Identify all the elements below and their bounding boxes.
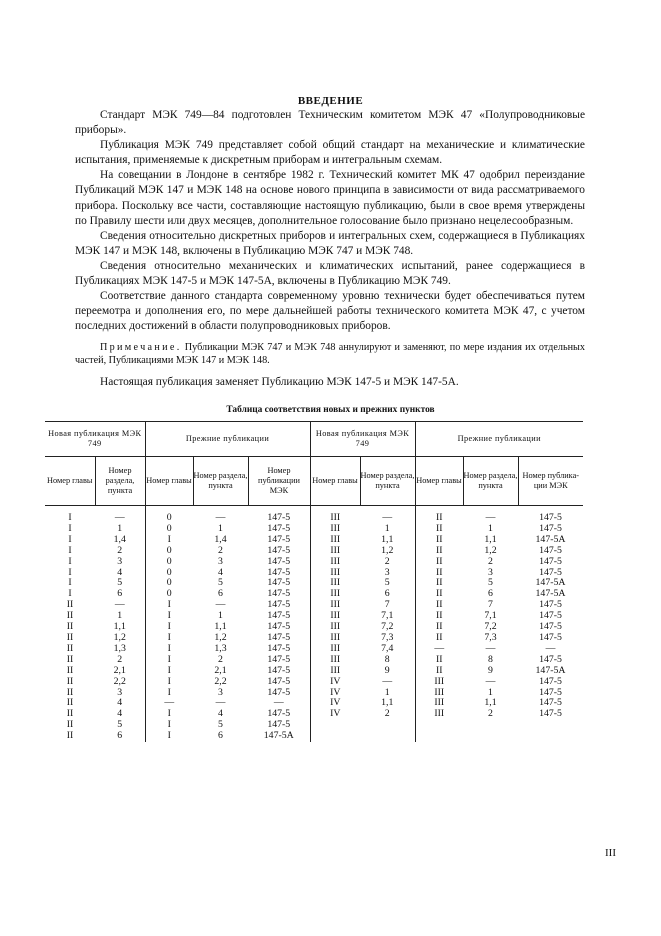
table-cell: 147-5 — [539, 631, 562, 643]
table-cell: 147-5 — [539, 610, 562, 622]
table-cell — [360, 720, 415, 731]
table-cell: 147-5 — [539, 566, 562, 578]
table-cell: 1,3 — [113, 642, 126, 654]
table-cell: III — [310, 622, 360, 633]
table-row — [45, 677, 583, 688]
header-section-right: Номер раздела, пункта — [360, 457, 415, 506]
table-cell: — — [382, 512, 393, 523]
table-cell: 1,1 — [381, 697, 394, 709]
table-cell: 7,2 — [381, 621, 394, 633]
table-title: Таблица соответствия новых и прежних пунктов — [226, 405, 435, 415]
table-cell: — — [382, 675, 393, 687]
table-cell: I — [145, 611, 193, 622]
replaces-statement: Настоящая публикация заменяет Публикацию МЭК 147-5 и МЭК 147-5А. — [100, 376, 459, 388]
table-cell: I — [145, 535, 193, 546]
page-number: III — [605, 847, 616, 859]
table-header — [45, 422, 583, 506]
table-cell: 147-5 — [539, 653, 562, 665]
table-cell: — — [215, 599, 226, 611]
table-cell: II — [66, 686, 74, 698]
table-cell: 4 — [117, 708, 123, 720]
table-cell: 1,2 — [381, 544, 394, 556]
table-cell: III — [415, 677, 463, 688]
table-cell: 2,2 — [113, 675, 126, 687]
table-cell: II — [66, 599, 74, 611]
table-cell: 4 — [117, 697, 123, 709]
table-cell: II — [415, 546, 463, 557]
table-cell: 147-5 — [539, 544, 562, 556]
table-cell: 5 — [117, 719, 123, 731]
table-cell: 6 — [218, 588, 223, 600]
table-cell: 147-5 — [267, 631, 291, 643]
table-cell: 5 — [218, 577, 223, 589]
table-cell: — — [114, 599, 125, 611]
table-cell: 1,1 — [214, 621, 227, 633]
table-cell: 7 — [384, 599, 390, 611]
table-cell: 9 — [384, 664, 390, 676]
table-cell: III — [310, 655, 360, 666]
table-row — [45, 666, 583, 677]
table-cell: 3 — [384, 566, 390, 578]
table-cell: 0 — [145, 557, 193, 568]
table-row — [45, 568, 583, 579]
table-cell: I — [68, 512, 72, 523]
table-cell: 5 — [117, 577, 123, 589]
table-cell: I — [68, 555, 72, 567]
table-cell: 1 — [488, 522, 493, 534]
header-section-old-right: Номер раздела, пункта — [463, 457, 518, 506]
table-cell: 1,1 — [113, 621, 126, 633]
table-cell: 8 — [488, 653, 493, 665]
table-cell: III — [310, 546, 360, 557]
table-cell: II — [66, 631, 74, 643]
table-cell: 1 — [384, 686, 390, 698]
table-cell: 1 — [117, 522, 123, 534]
table-cell: II — [415, 557, 463, 568]
table-cell: 7,1 — [484, 610, 497, 622]
table-cell: 147-5 — [267, 555, 291, 567]
table-cell: II — [415, 655, 463, 666]
table-row — [45, 644, 583, 655]
paragraph-5: Сведения относительно механических и климатических испытаний, ранее содержащиеся в Публикациях МЭК 147-5 и МЭК 147-5А, включены в Публикацию МЭК 749. — [75, 259, 585, 288]
table-cell — [463, 720, 518, 731]
table-cell: 1 — [117, 610, 123, 622]
table-cell: III — [310, 524, 360, 535]
table-cell: 147-5 — [267, 533, 291, 545]
table-cell: 2,2 — [214, 675, 227, 687]
table-cell: III — [310, 568, 360, 579]
paragraph-3: На совещании в Лондоне в сентябре 1982 г. Технический комитет МК 47 одобрил переиздание Публикаций МЭК 147 и МЭК 148 на основе нового принципа в зависимости от вида рассматриваемого прибора. Поскольку все части, составляющие настоящую публикацию, были в свое время утверждены по Правилу шести или двух месяцев, дополнительное голосование было признано нецелесообразным. — [75, 169, 585, 227]
table-cell — [415, 720, 463, 731]
table-cell — [415, 731, 463, 742]
table-cell: 1 — [488, 686, 493, 698]
table-cell: II — [415, 578, 463, 589]
table-cell: II — [66, 730, 74, 742]
paragraph-6: Соответствие данного стандарта современному уровню технически будет обеспечиваться путем переемотра и дополнения его, по мере дальнейшей работы технического комитета МЭК 47, с учетом последних достижений в области полупроводниковых приборов. — [75, 290, 585, 333]
table-cell: 147-5 — [267, 522, 291, 534]
table-cell: 147-5 — [539, 512, 562, 523]
table-cell — [310, 731, 360, 742]
table-cell: 147-5 — [267, 566, 291, 578]
table-row — [45, 546, 583, 557]
table-cell: 3 — [488, 566, 493, 578]
table-cell: 6 — [117, 730, 123, 742]
table-cell: 7,2 — [484, 621, 497, 633]
header-publication: Номер публикации МЭК — [248, 457, 310, 506]
table-cell: 1,2 — [484, 544, 497, 556]
table-cell: 9 — [488, 664, 493, 676]
header-old-publications: Прежние публикации — [145, 422, 310, 457]
table-cell: I — [68, 588, 72, 600]
table-cell: I — [145, 666, 193, 677]
table-cell: 6 — [117, 588, 123, 600]
table-cell: I — [145, 622, 193, 633]
table-cell: I — [68, 522, 72, 534]
table-cell: 147-5 — [267, 577, 291, 589]
table-cell: 1 — [384, 522, 390, 534]
table-cell: 147-5 — [267, 719, 291, 731]
introduction-text — [75, 108, 585, 334]
table-cell: IV — [310, 677, 360, 688]
table-cell: 8 — [384, 653, 390, 665]
table-body — [45, 506, 583, 743]
table-cell: 1,1 — [484, 697, 497, 709]
table-cell: 0 — [145, 546, 193, 557]
table-cell: 0 — [145, 568, 193, 579]
table-cell: 2 — [384, 555, 390, 567]
table-cell: 147-5 — [267, 512, 291, 523]
table-cell: III — [310, 535, 360, 546]
table-cell: — — [545, 642, 556, 654]
table-cell: 6 — [218, 730, 223, 742]
table-cell: 2 — [218, 544, 223, 556]
table-row — [45, 506, 583, 524]
table-cell: 0 — [145, 589, 193, 600]
table-cell: II — [415, 535, 463, 546]
table-cell: 1,3 — [214, 642, 227, 654]
table-cell: 1,4 — [214, 533, 227, 545]
table-cell: 2,1 — [113, 664, 126, 676]
table-cell: 7 — [488, 599, 493, 611]
table-cell: — — [215, 697, 226, 709]
table-cell: 4 — [117, 566, 123, 578]
table-cell: 147-5 — [267, 599, 291, 611]
table-cell: III — [310, 633, 360, 644]
table-cell: — — [273, 697, 284, 709]
table-cell: III — [415, 709, 463, 720]
table-row — [45, 709, 583, 720]
table-cell: II — [66, 708, 74, 720]
table-cell: 147-5 — [539, 708, 562, 720]
table-cell: 147-5 — [539, 686, 562, 698]
table-cell: 0 — [145, 524, 193, 535]
table-cell: II — [66, 675, 74, 687]
table-row — [45, 688, 583, 699]
table-cell: 7,1 — [381, 610, 394, 622]
table-cell: 147-5А — [535, 533, 566, 545]
table-cell: 147-5А — [535, 577, 566, 589]
table-row — [45, 720, 583, 731]
table-cell: 5 — [488, 577, 493, 589]
table-cell: 7,3 — [484, 631, 497, 643]
header-chapter: Номер главы — [45, 457, 95, 506]
note-text: Публикации МЭК 747 и МЭК 748 аннулируют и заменяют, по мере издания их отдельных частей, Публикациями МЭК 147 и МЭК 148. — [75, 342, 585, 366]
table-cell: IV — [310, 709, 360, 720]
paragraph-2: Публикация МЭК 749 представляет собой общий стандарт на механические и климатические испытания, применяемые к дискретным приборам и интегральным схемам. — [75, 139, 585, 167]
table-row — [45, 535, 583, 546]
table-cell: 1 — [218, 522, 223, 534]
table-cell: 147-5 — [267, 610, 291, 622]
table-cell: 147-5 — [539, 621, 562, 633]
table-cell: 1,2 — [113, 631, 126, 643]
table-cell: 147-5 — [267, 544, 291, 556]
paragraph-1: Стандарт МЭК 749—84 подготовлен Техническим комитетом МЭК 47 «Полупроводниковые приборы». — [75, 109, 585, 137]
table-cell: I — [145, 709, 193, 720]
table-cell: III — [310, 600, 360, 611]
table-row — [45, 578, 583, 589]
table-cell: II — [415, 611, 463, 622]
header-section-old: Номер раздела, пункта — [193, 457, 248, 506]
table-cell: — — [215, 512, 226, 523]
table-cell: — — [114, 512, 125, 523]
table-cell: I — [68, 577, 72, 589]
table-cell: III — [415, 688, 463, 699]
table-cell: 147-5 — [267, 708, 291, 720]
table-cell: II — [415, 524, 463, 535]
table-cell: II — [66, 719, 74, 731]
table-cell: 5 — [384, 577, 390, 589]
header-old-publications-right: Прежние публикации — [415, 422, 583, 457]
page-heading: ВВЕДЕНИЕ — [297, 95, 364, 107]
table-cell: III — [310, 557, 360, 568]
table-cell: II — [415, 589, 463, 600]
header-section: Номер раздела, пункта — [95, 457, 145, 506]
header-chapter-old: Номер главы — [145, 457, 193, 506]
table-cell: — — [485, 675, 496, 687]
header-publication-right: Номер публика-ции МЭК — [518, 457, 583, 506]
table-cell: 3 — [218, 686, 223, 698]
table-cell: I — [68, 533, 72, 545]
table-cell: 2 — [384, 708, 390, 720]
table-cell: 147-5 — [267, 642, 291, 654]
table-cell: 0 — [145, 578, 193, 589]
table-cell: II — [415, 666, 463, 677]
table-cell: I — [145, 720, 193, 731]
table-cell: II — [415, 506, 463, 524]
table-cell: II — [66, 642, 74, 654]
table-cell: I — [68, 566, 72, 578]
table-cell: I — [145, 677, 193, 688]
table-cell: 147-5 — [539, 555, 562, 567]
table-cell: III — [310, 644, 360, 655]
table-row — [45, 589, 583, 600]
table-cell: 2 — [218, 653, 223, 665]
table-cell — [518, 720, 583, 731]
table-cell: — — [415, 644, 463, 655]
header-chapter-old-right: Номер главы — [415, 457, 463, 506]
header-new-publication: Новая публикация МЭК 749 — [45, 422, 145, 457]
table-cell: II — [66, 664, 74, 676]
table-cell: II — [415, 600, 463, 611]
table-cell: 0 — [145, 506, 193, 524]
table-cell: 2,1 — [214, 664, 227, 676]
table-cell: I — [145, 633, 193, 644]
table-cell: II — [66, 621, 74, 633]
note-block — [75, 341, 585, 367]
table-cell: 4 — [218, 566, 223, 578]
table-cell: I — [145, 644, 193, 655]
table-cell: 147-5 — [267, 686, 291, 698]
table-row — [45, 557, 583, 568]
table-cell: III — [415, 698, 463, 709]
table-cell: II — [66, 610, 74, 622]
header-new-publication-right: Новая публикация МЭК 749 — [310, 422, 415, 457]
table-cell: 2 — [488, 708, 493, 720]
table-cell: 6 — [488, 588, 493, 600]
table-cell: — — [485, 512, 496, 523]
note-label: Примечание. — [100, 342, 182, 353]
table-cell: I — [145, 731, 193, 742]
table-cell: 147-5 — [267, 675, 291, 687]
table-cell: 1,1 — [484, 533, 497, 545]
table-cell: 147-5 — [539, 675, 562, 687]
table-cell: III — [310, 578, 360, 589]
table-row — [45, 600, 583, 611]
table-cell: 147-5 — [539, 522, 562, 534]
table-cell: II — [66, 653, 74, 665]
table-cell: 147-5 — [267, 621, 291, 633]
table-cell: 2 — [117, 653, 123, 665]
table-cell: — — [145, 698, 193, 709]
table-cell — [518, 731, 583, 742]
table-cell — [360, 731, 415, 742]
paragraph-4: Сведения относительно дискретных приборов и интегральных схем, содержащиеся в Публикациях МЭК 147 и МЭК 148, включены в Публикацию МЭК 747 и МЭК 748. — [75, 229, 585, 257]
table-cell: III — [310, 611, 360, 622]
correspondence-table — [45, 421, 583, 742]
table-cell: 5 — [218, 719, 223, 731]
table-cell: 6 — [384, 588, 390, 600]
table-cell: IV — [310, 688, 360, 699]
table-cell: 147-5А — [263, 730, 294, 742]
table-row — [45, 731, 583, 742]
table-cell: III — [310, 506, 360, 524]
table-cell — [310, 720, 360, 731]
table-cell: II — [66, 697, 74, 709]
table-cell: I — [145, 655, 193, 666]
table-cell: 1,1 — [381, 533, 394, 545]
header-chapter-right: Номер главы — [310, 457, 360, 506]
table-cell: II — [415, 622, 463, 633]
table-cell: 147-5 — [539, 599, 562, 611]
table-cell: 147-5 — [267, 653, 291, 665]
note-paragraph — [75, 341, 585, 367]
table-cell: — — [485, 642, 496, 654]
table-cell: 147-5А — [535, 588, 566, 600]
table-cell: 7,3 — [381, 631, 394, 643]
table-cell: I — [145, 600, 193, 611]
table-cell: 3 — [218, 555, 223, 567]
table-cell: 147-5 — [267, 664, 291, 676]
table-cell: I — [68, 544, 72, 556]
table-row — [45, 698, 583, 709]
table-cell: IV — [310, 698, 360, 709]
table-cell: 147-5 — [539, 697, 562, 709]
table-cell: III — [310, 589, 360, 600]
table-cell: 147-5А — [535, 664, 566, 676]
table-cell: 1,2 — [214, 631, 227, 643]
table-cell: 147-5 — [267, 588, 291, 600]
table-cell: 1 — [218, 610, 223, 622]
table-cell: II — [415, 633, 463, 644]
table-cell: III — [310, 666, 360, 677]
table-cell: 7,4 — [381, 642, 394, 654]
table-cell: 4 — [218, 708, 223, 720]
table-cell: 2 — [117, 544, 123, 556]
table-cell: I — [145, 688, 193, 699]
table-cell: 2 — [488, 555, 493, 567]
table-cell — [463, 731, 518, 742]
table-cell: 1,4 — [113, 533, 126, 545]
table-cell: II — [415, 568, 463, 579]
table-cell: 3 — [117, 686, 123, 698]
table-cell: 3 — [117, 555, 123, 567]
